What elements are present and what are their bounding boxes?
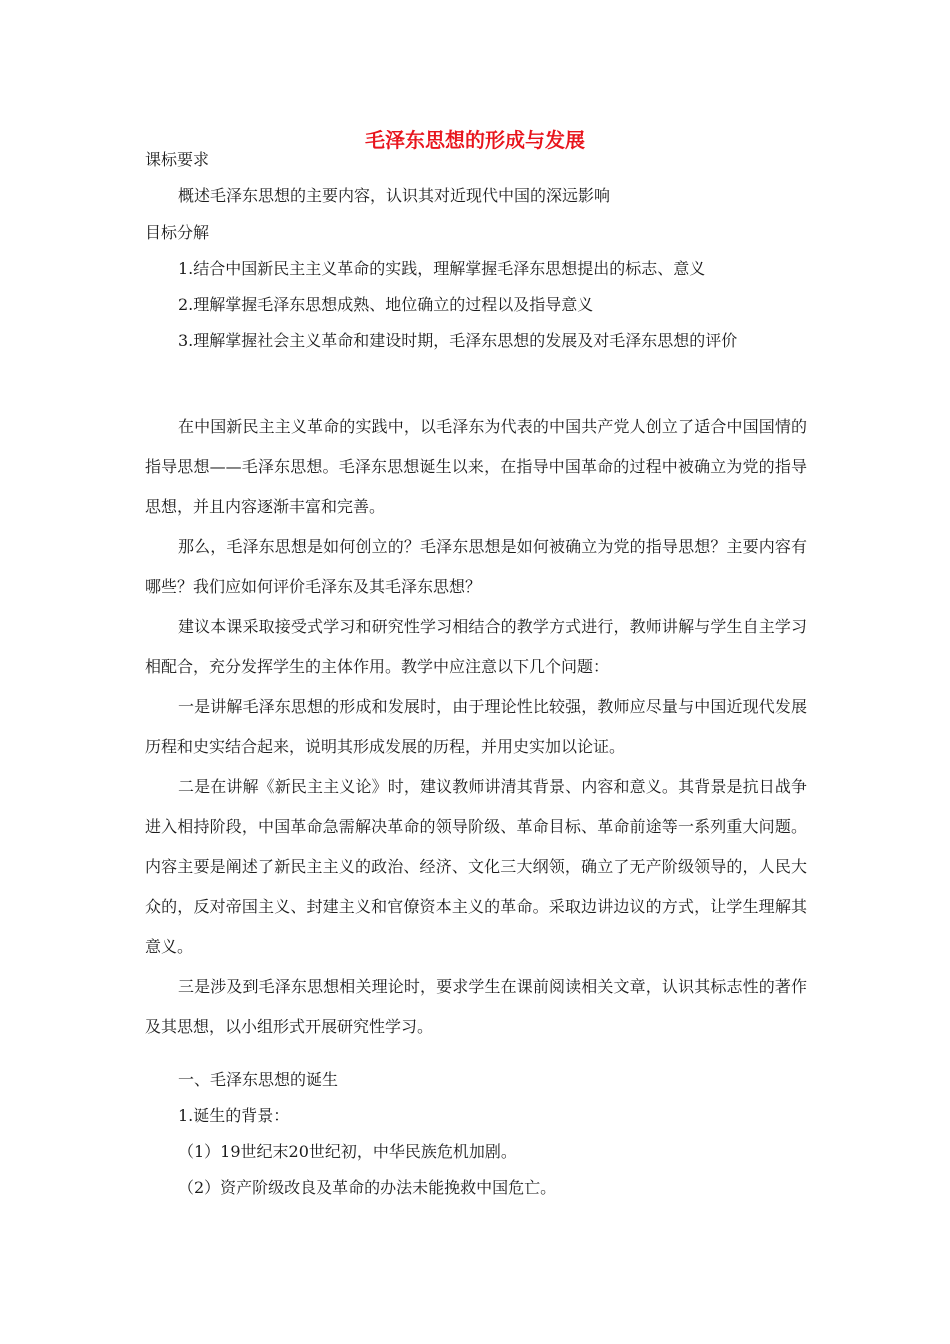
paragraph-point-two: 二是在讲解《新民主主义论》时，建议教师讲清其背景、内容和意义。其背景是抗日战争进入相持阶段，中国革命急需解决革命的领导阶级、革命目标、革命前途等一系列重大问题。内容主要是阐述了新民主主义的政治、经济、文化三大纲领，确立了无产阶级领导的，人民大众的，反对帝国主义、封建主义和官僚资本主义的革命。采取边讲边议的方式，让学生理解其意义。 <box>145 777 807 956</box>
goal-item-2: 2.理解掌握毛泽东思想成熟、地位确立的过程以及指导意义 <box>178 295 594 314</box>
document-title: 毛泽东思想的形成与发展 <box>365 128 585 152</box>
background-item-1: （1）19世纪末20世纪初，中华民族危机加剧。 <box>178 1142 517 1161</box>
paragraph-questions: 那么，毛泽东思想是如何创立的？毛泽东思想是如何被确立为党的指导思想？主要内容有哪些？我们应如何评价毛泽东及其毛泽东思想？ <box>145 537 807 596</box>
section-heading: 一、毛泽东思想的诞生 <box>178 1070 339 1089</box>
background-item-2: （2）资产阶级改良及革命的办法未能挽救中国危亡。 <box>178 1178 557 1197</box>
goal-item-1: 1.结合中国新民主主义革命的实践，理解掌握毛泽东思想提出的标志、意义 <box>178 259 706 278</box>
subsection-heading: 1.诞生的背景： <box>178 1106 290 1125</box>
paragraph-point-three: 三是涉及到毛泽东思想相关理论时，要求学生在课前阅读相关文章，认识其标志性的著作及其思想，以小组形式开展研究性学习。 <box>145 977 807 1036</box>
goals-heading: 目标分解 <box>145 223 210 242</box>
paragraph-intro: 在中国新民主主义革命的实践中，以毛泽东为代表的中国共产党人创立了适合中国国情的指导思想——毛泽东思想。毛泽东思想诞生以来，在指导中国革命的过程中被确立为党的指导思想，并且内容逐渐丰富和完善。 <box>145 417 807 516</box>
paragraph-teaching-method: 建议本课采取接受式学习和研究性学习相结合的教学方式进行，教师讲解与学生自主学习相配合，充分发挥学生的主体作用。教学中应注意以下几个问题： <box>145 617 807 676</box>
paragraph-point-one: 一是讲解毛泽东思想的形成和发展时，由于理论性比较强，教师应尽量与中国近现代发展历程和史实结合起来，说明其形成发展的历程，并用史实加以论证。 <box>145 697 807 756</box>
requirements-text: 概述毛泽东思想的主要内容，认识其对近现代中国的深远影响 <box>178 186 611 205</box>
goal-item-3: 3.理解掌握社会主义革命和建设时期，毛泽东思想的发展及对毛泽东思想的评价 <box>178 331 738 350</box>
body-text <box>145 407 807 1047</box>
requirements-heading: 课标要求 <box>145 150 210 169</box>
